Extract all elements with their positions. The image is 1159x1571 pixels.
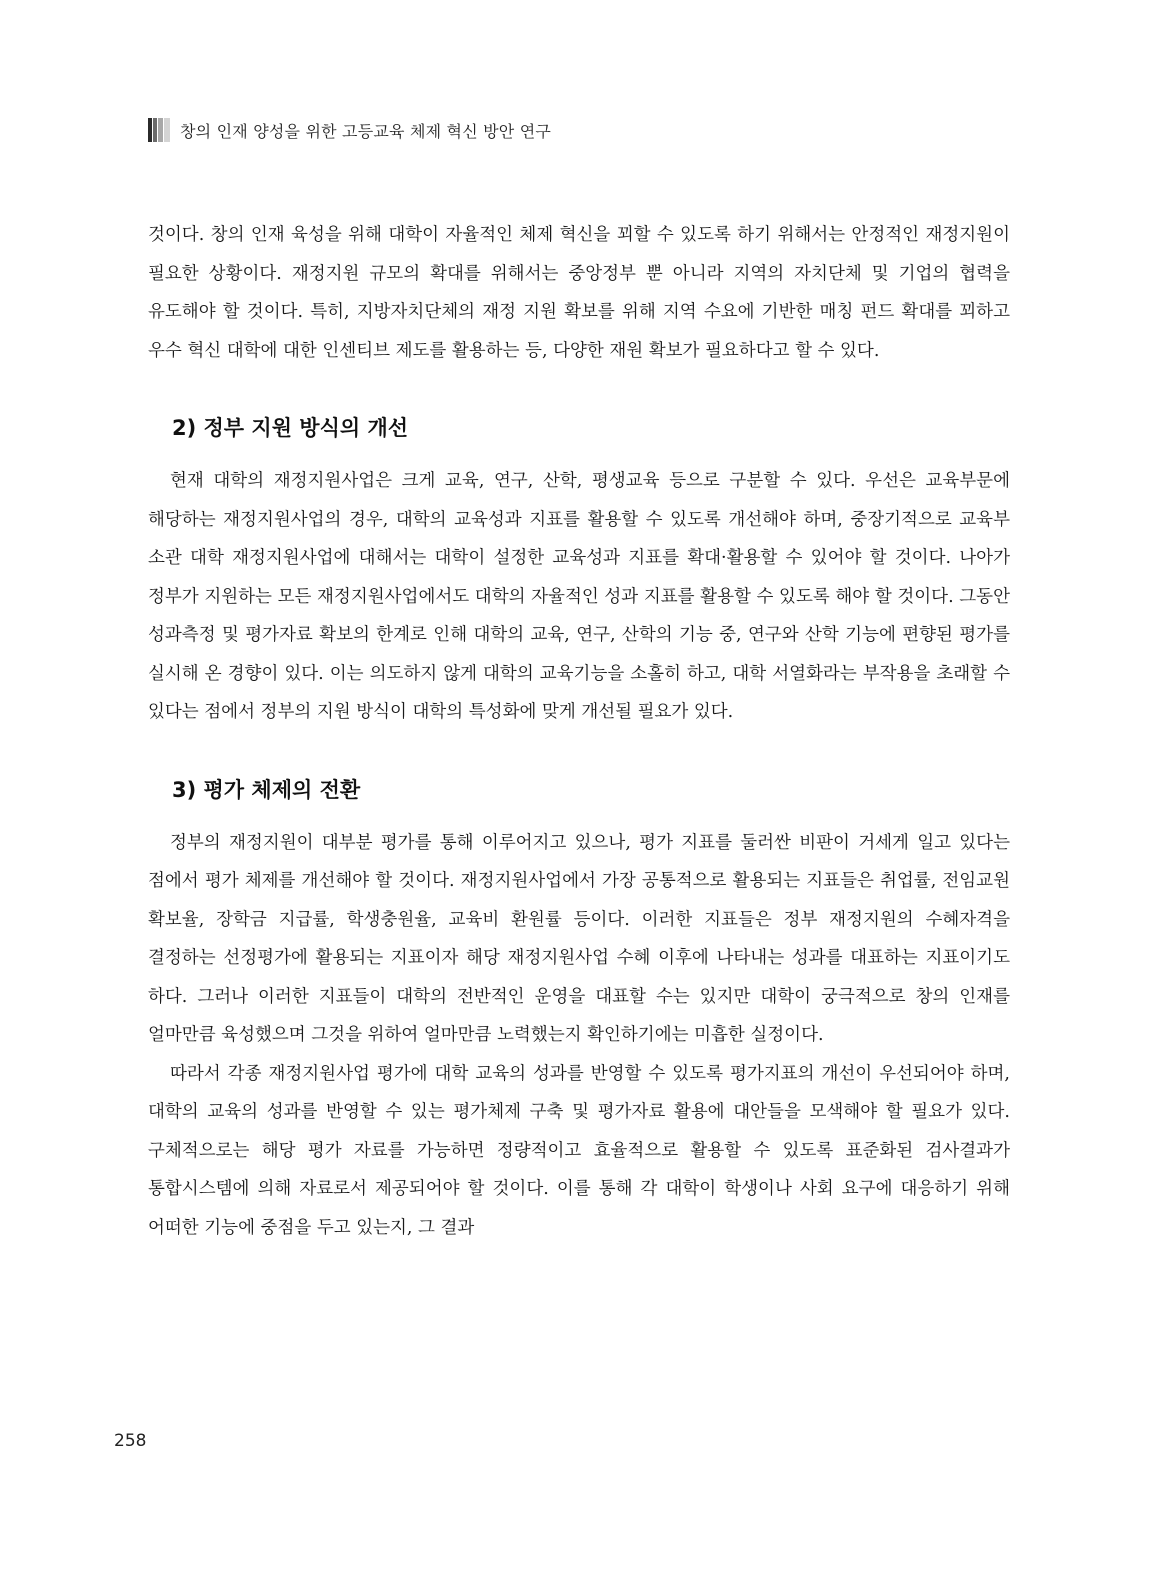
section3-paragraph-1: 정부의 재정지원이 대부분 평가를 통해 이루어지고 있으나, 평가 지표를 둘러싼 비판이 거세게 일고 있다는 점에서 평가 체제를 개선해야 할 것이다. 재정지원사업에서 가장 공통적으로 활용되는 지표들은 취업률, 전임교원 확보율, 장학금 지급률, 학생충원율, 교육비 환원률 등이다. 이러한 지표들은 정부 재정지원의 수혜자격을 결정하는 선정평가에 활용되는 지표이자 해당 재정지원사업 수혜 이후에 나타내는 성과를 대표하는 지표이기도 하다. 그러나 이러한 지표들이 대학의 전반적인 운영을 대표할 수는 있지만 대학이 궁극적으로 창의 인재를 얼마만큼 육성했으며 그것을 위하여 얼마만큼 노력했는지 확인하기에는 미흡한 실정이다. bbox=[148, 832, 1010, 1045]
page-number: 258 bbox=[114, 1431, 147, 1451]
page-body bbox=[148, 216, 1010, 1247]
running-header-title: 창의 인재 양성을 위한 고등교육 체제 혁신 방안 연구 bbox=[180, 121, 552, 141]
section3-paragraph-2: 따라서 각종 재정지원사업 평가에 대학 교육의 성과를 반영할 수 있도록 평가지표의 개선이 우선되어야 하며, 대학의 교육의 성과를 반영할 수 있는 평가체제 구축 및 평가자료 활용에 대안들을 모색해야 할 필요가 있다. 구체적으로는 해당 평가 자료를 가능하면 정량적이고 효율적으로 활용할 수 있도록 표준화된 검사결과가 통합시스템에 의해 자료로서 제공되어야 할 것이다. 이를 통해 각 대학이 학생이나 사회 요구에 대응하기 위해 어떠한 기능에 중점을 두고 있는지, 그 결과 bbox=[148, 1063, 1010, 1238]
running-header bbox=[148, 118, 551, 142]
section2-paragraph: 현재 대학의 재정지원사업은 크게 교육, 연구, 산학, 평생교육 등으로 구분할 수 있다. 우선은 교육부문에 해당하는 재정지원사업의 경우, 대학의 교육성과 지표를 활용할 수 있도록 개선해야 하며, 중장기적으로 교육부 소관 대학 재정지원사업에 대해서는 대학이 설정한 교육성과 지표를 확대·활용할 수 있어야 할 것이다. 나아가 정부가 지원하는 모든 재정지원사업에서도 대학의 자율적인 성과 지표를 활용할 수 있도록 해야 할 것이다. 그동안 성과측정 및 평가자료 확보의 한계로 인해 대학의 교육, 연구, 산학의 기능 중, 연구와 산학 기능에 편향된 평가를 실시해 온 경향이 있다. 이는 의도하지 않게 대학의 교육기능을 소홀히 하고, 대학 서열화라는 부작용을 초래할 수 있다는 점에서 정부의 지원 방식이 대학의 특성화에 맞게 개선될 필요가 있다. bbox=[148, 471, 1010, 722]
intro-paragraph: 것이다. 창의 인재 육성을 위해 대학이 자율적인 체제 혁신을 꾀할 수 있도록 하기 위해서는 안정적인 재정지원이 필요한 상황이다. 재정지원 규모의 확대를 위해서는 중앙정부 뿐 아니라 지역의 자치단체 및 기업의 협력을 유도해야 할 것이다. 특히, 지방자치단체의 재정 지원 확보를 위해 지역 수요에 기반한 매칭 펀드 확대를 꾀하고 우수 혁신 대학에 대한 인센티브 제도를 활용하는 등, 다양한 재원 확보가 필요하다고 할 수 있다. bbox=[148, 225, 1010, 361]
section-heading-government-support: 2) 정부 지원 방식의 개선 bbox=[172, 416, 409, 440]
section-heading-evaluation-system: 3) 평가 체제의 전환 bbox=[172, 777, 361, 802]
header-bar-ornament bbox=[148, 118, 170, 142]
